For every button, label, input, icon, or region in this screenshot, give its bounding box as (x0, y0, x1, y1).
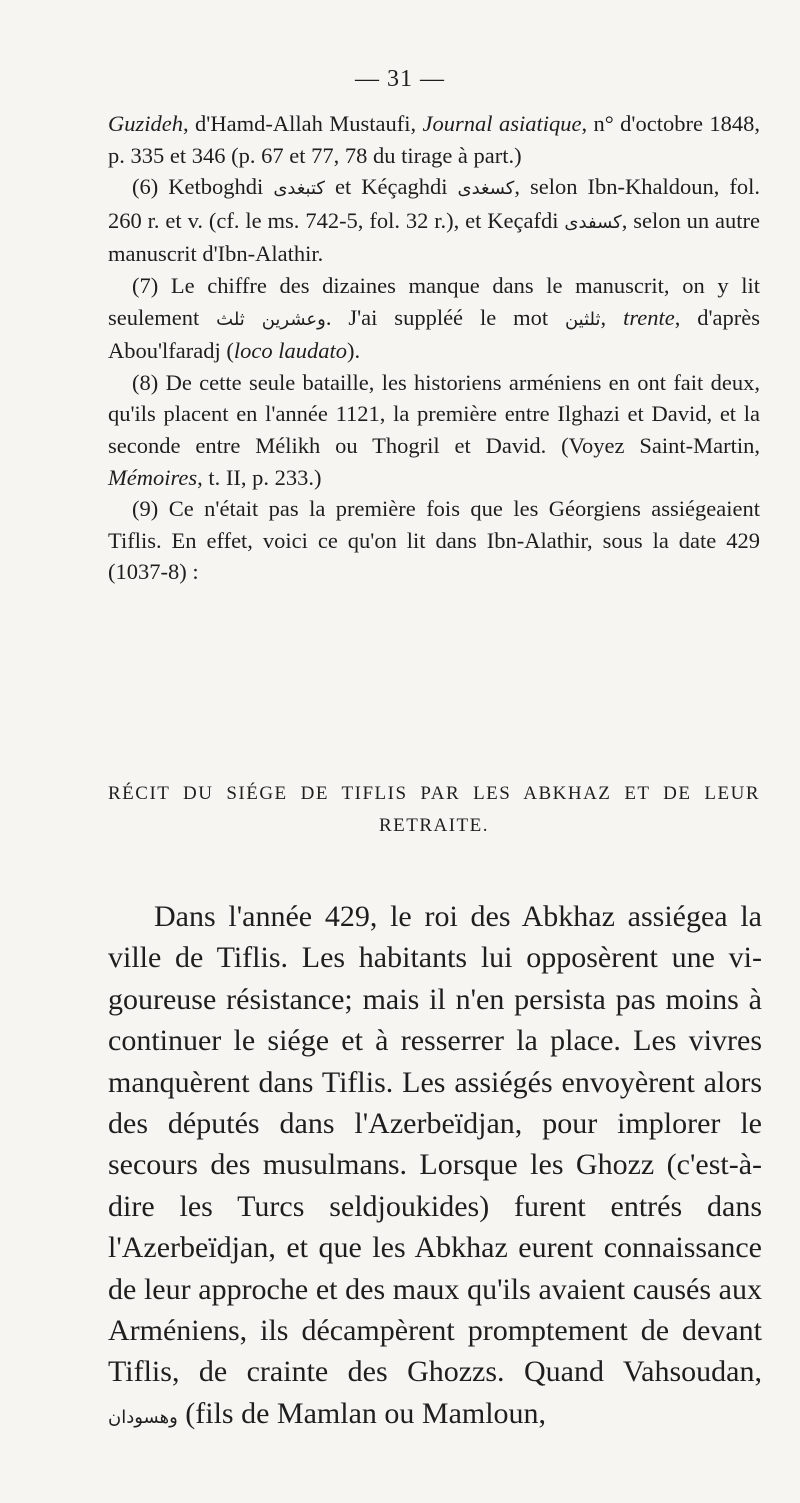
body-text (108, 896, 762, 1438)
note-number: (9) (132, 496, 159, 522)
note-text: , t. II, p. 233.) (197, 464, 322, 490)
arabic-word: ثلثين (564, 308, 601, 330)
note-italic: loco laudato (233, 338, 348, 364)
note-text: Ce n'était pas la première fois que les Géorgiens assiégeaient Tiflis. En effet, voici ce qu'on lit dans Ibn-Alathir, sous la date 429 (1037-8) : (108, 496, 761, 585)
note-italic: Mémoires (108, 464, 198, 490)
page-number-header: — 31 — (355, 66, 445, 92)
section-title-line-1: RÉCIT DU SIÉGE DE TIFLIS PAR LES ABKHAZ ET DE LEUR (108, 783, 760, 804)
note-text: Le chiffre des dizaines manque dans le manuscrit, on y lit seulement (108, 272, 761, 330)
section-title-line-2: RETRAITE. (378, 815, 490, 836)
note-9 (108, 493, 760, 588)
arabic-word: كتبغدى (273, 178, 325, 200)
note-6 (108, 171, 760, 270)
arabic-word: كسغدى (457, 178, 515, 200)
note-italic: Journal asiatique (422, 111, 582, 136)
note-text: ). (347, 338, 361, 364)
note-text: Ketboghdi (168, 174, 264, 200)
note-text: . J'ai suppléé le mot (325, 304, 549, 330)
note-text: , d'Hamd-Allah Mustaufi, (183, 111, 423, 136)
body-paragraph (108, 896, 762, 1438)
footnotes (108, 108, 760, 588)
note-text: , selon un autre manuscrit d'Ibn-Alathir. (108, 207, 760, 267)
arabic-word: ثلث (216, 308, 245, 330)
note-number: (8) (132, 369, 159, 395)
note-italic: trente (623, 304, 675, 330)
note-8 (108, 367, 760, 493)
note-text: De cette seule bataille, les historiens arméniens en ont fait deux, qu'ils placent en l'année 1121, la première entre Ilghazi et David, et la seconde entre Mélikh ou Thogril et David. (Voyez Saint-Martin, (108, 369, 760, 458)
note-text: et Kéçaghdi (335, 174, 448, 200)
note-text: , d'après Abou'lfaradj ( (108, 304, 761, 364)
note-5-continuation (108, 108, 760, 171)
note-number: (6) (132, 174, 159, 200)
note-text: , (600, 304, 624, 330)
section-title (108, 778, 760, 842)
body-text-run: (fils de Mamlan ou Mamloun, (185, 1396, 547, 1430)
note-text: , n° d'octobre 1848, p. 335 et 346 (p. 67 et 77, 78 du tirage à part.) (108, 111, 760, 168)
arabic-word: وعشرين (261, 308, 326, 330)
note-italic: Guzideh (108, 111, 183, 136)
note-text: , selon Ibn-Khaldoun, fol. 260 r. et v. (cf. le ms. 742-5, fol. 32 r.), et Keçafdi (108, 174, 761, 233)
arabic-word: وهسودان (108, 1406, 178, 1428)
note-7 (108, 270, 760, 367)
arabic-word: كسفدى (564, 211, 622, 233)
body-text-run: Dans l'année 429, le roi des Abkhaz assiégea la ville de Tiflis. Les habitants lui opposèrent une vigoureuse résistance; mais il n'en persista pas moins à continuer le siége et à resserrer la place. Les vivres manquèrent dans Tiflis. Les assiégés envoyèrent alors des députés dans l'Azerbeïdjan, pour implorer le secours des musulmans. Lorsque les Ghozz (c'est-à-dire les Turcs seldjoukides) furent entrés dans l'Azerbeïdjan, et que les Abkhaz eurent connaissance de leur approche et des maux qu'ils avaient causés aux Arméniens, ils décampèrent promptement de devant Tiflis, de crainte des Ghozzs. Quand Vahsoudan, (108, 900, 762, 1389)
note-number: (7) (132, 272, 159, 298)
